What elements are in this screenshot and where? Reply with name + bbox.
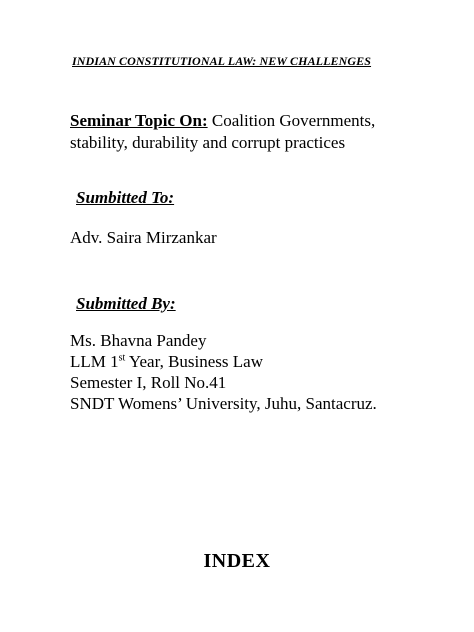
index-heading: INDEX [203,550,271,572]
submitted-to-label: Sumbitted To: [76,188,175,207]
course-suffix: Year, Business Law [125,352,263,371]
seminar-topic-label: Seminar Topic On: [70,111,208,130]
course-prefix: LLM 1 [70,352,119,371]
seminar-topic-text: Coalition Governments, stability, durability and corrupt practices [70,111,376,152]
advisor-name: Adv. Saira Mirzankar [70,228,217,247]
student-course [70,351,377,372]
submitted-by-label: Submitted By: [76,294,176,313]
student-details [70,330,377,414]
seminar-topic-block [70,110,410,154]
student-university: SNDT Womens’ University, Juhu, Santacruz. [70,394,377,413]
student-semester: Semester I, Roll No.41 [70,373,227,392]
document-header-title: INDIAN CONSTITUTIONAL LAW: NEW CHALLENGES [72,54,372,68]
course-ordinal-suffix: st [118,352,126,364]
student-name: Ms. Bhavna Pandey [70,331,207,350]
